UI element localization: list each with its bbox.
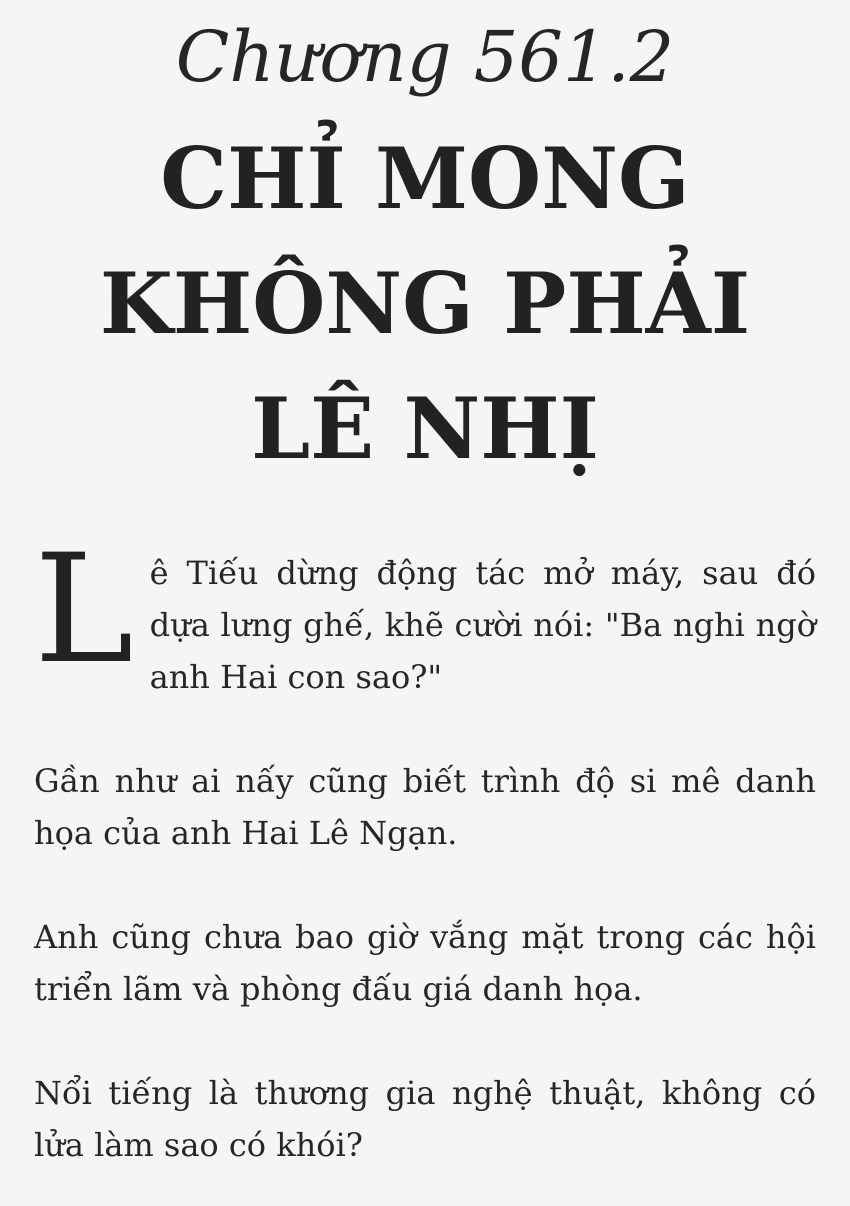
chapter-title: CHỈ MONG KHÔNG PHẢI LÊ NHỊ — [99, 128, 751, 478]
chapter-header — [34, 14, 816, 491]
drop-cap: L — [34, 522, 134, 697]
chapter-number: Chương 561.2 — [175, 16, 675, 98]
paragraph-first — [34, 522, 816, 703]
paragraph-text: ê Tiếu dừng động tác mở máy, sau đó dựa lưng ghế, khẽ cười nói: "Ba nghi ngờ anh Hai con sao?" — [149, 553, 816, 696]
paragraph: Gần như ai nấy cũng biết trình độ si mê danh họa của anh Hai Lê Ngạn. — [34, 761, 816, 852]
paragraph: Anh cũng chưa bao giờ vắng mặt trong các hội triển lãm và phòng đấu giá danh họa. — [34, 917, 816, 1008]
paragraph: Nổi tiếng là thương gia nghệ thuật, không có lửa làm sao có khói? — [34, 1073, 816, 1164]
chapter-body — [34, 522, 816, 1171]
